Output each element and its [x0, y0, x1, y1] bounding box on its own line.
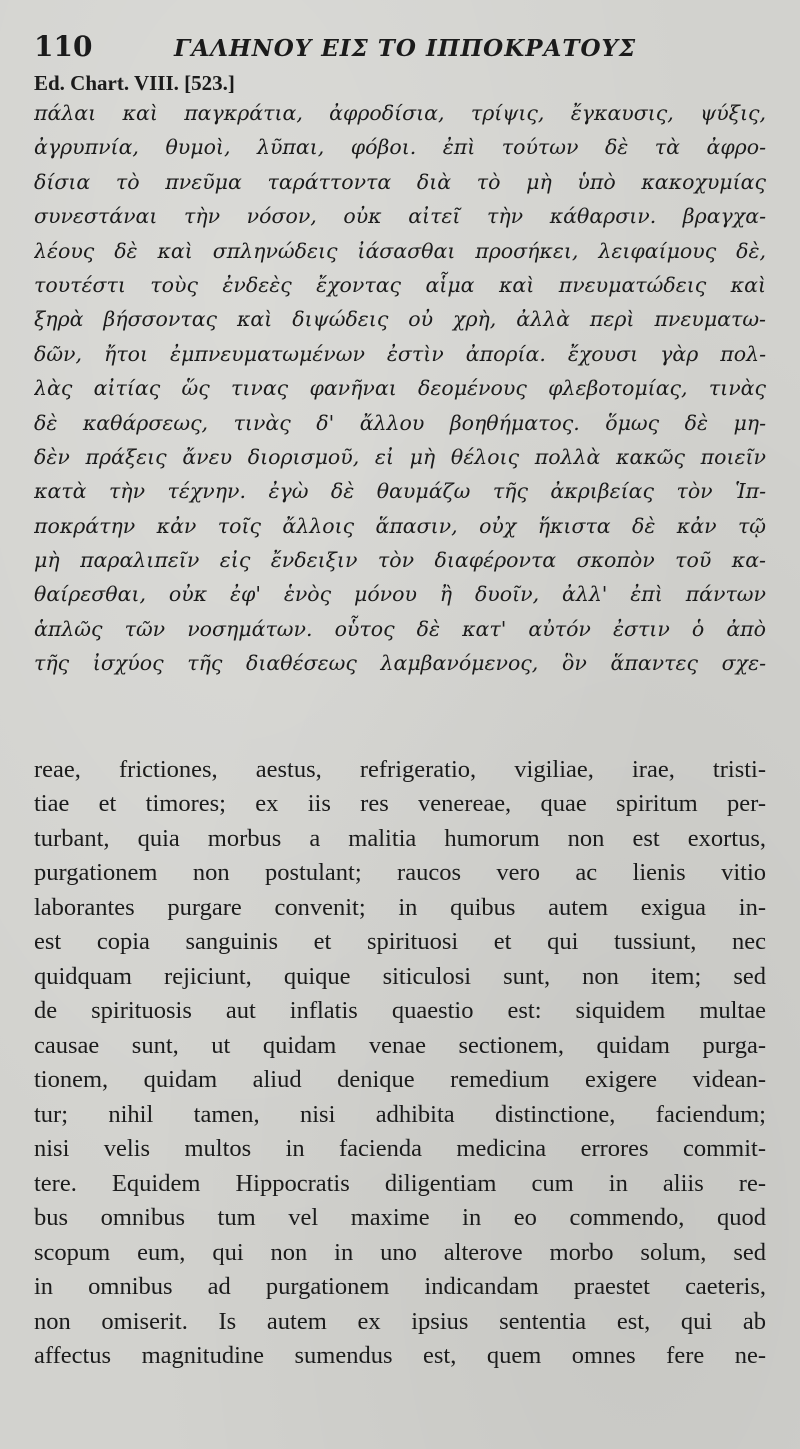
greek-line: ποκράτην κἀν τοῖς ἄλλοις ἅπασιν, οὐχ ἥκιστα δὲ κἀν τῷ [34, 513, 766, 538]
running-title: ΓΑΛΗΝΟΥ ΕΙΣ ΤΟ ΙΠΠΟΚΡΑΤΟΥΣ [174, 35, 637, 62]
greek-line: τῆς ἰσχύος τῆς διαθέσεως λαμβανόμενος, ὃν ἅπαντες σχε- [34, 651, 766, 676]
latin-line: non omiserit. Is autem ex ipsius sententia est, qui ab [34, 1307, 766, 1335]
latin-line: scopum eum, qui non in uno alterove morbo solum, sed [34, 1238, 766, 1266]
greek-line: κατὰ τὴν τέχνην. ἐγὼ δὲ θαυμάζω τῆς ἀκριβείας τὸν Ἱπ- [34, 479, 766, 504]
latin-line: tiae et timores; ex iis res venereae, quae spiritum per- [34, 790, 766, 818]
latin-line: quidquam rejiciunt, quique siticulosi sunt, non item; sed [34, 962, 766, 990]
greek-line: συνεστάναι τὴν νόσον, οὐκ αἰτεῖ τὴν κάθαρσιν. βραγχα- [34, 204, 766, 229]
greek-line: δὲ καθάρσεως, τινὰς δ' ἄλλου βοηθήματος. ὅμως δὲ μη- [34, 410, 766, 435]
latin-line: tur; nihil tamen, nisi adhibita distinctione, faciendum; [34, 1100, 766, 1128]
greek-line: ξηρὰ βήσσοντας καὶ διψώδεις οὐ χρὴ, ἀλλὰ περὶ πνευματω- [34, 307, 766, 332]
greek-line: θαίρεσθαι, οὐκ ἐφ' ἑνὸς μόνου ἢ δυοῖν, ἀλλ' ἐπὶ πάντων [34, 582, 766, 607]
edition-reference: Ed. Chart. VIII. [523.] [34, 71, 235, 95]
latin-line: purgationem non postulant; raucos vero ac lienis vitio [34, 859, 766, 887]
greek-line: δίσια τὸ πνεῦμα ταράττοντα διὰ τὸ μὴ ὑπὸ κακοχυμίας [34, 169, 766, 194]
column-gap [34, 681, 766, 753]
greek-line: δὲν πράξεις ἄνευ διορισμοῦ, εἰ μὴ θέλοις πολλὰ κακῶς ποιεῖν [34, 444, 766, 469]
latin-line: nisi velis multos in facienda medicina errores commit- [34, 1135, 766, 1163]
greek-line: πάλαι καὶ παγκράτια, ἀφροδίσια, τρίψις, ἔγκαυσις, ψύξις, [34, 101, 766, 125]
latin-line: de spirituosis aut inflatis quaestio est: siquidem multae [34, 997, 766, 1025]
page-header [34, 30, 766, 70]
greek-line: λέους δὲ καὶ σπληνώδεις ἰάσασθαι προσήκει, λειφαίμους δὲ, [34, 238, 766, 263]
latin-line: bus omnibus tum vel maxime in eo commendo, quod [34, 1204, 766, 1232]
greek-line: λὰς αἰτίας ὥς τινας φανῆναι δεομένους φλεβοτομίας, τινὰς [34, 376, 766, 401]
latin-line: tere. Equidem Hippocratis diligentiam cum in aliis re- [34, 1169, 766, 1197]
latin-line: reae, frictiones, aestus, refrigeratio, vigiliae, irae, tristi- [34, 755, 766, 783]
greek-line: τουτέστι τοὺς ἐνδεὲς ἔχοντας αἷμα καὶ πνευματώδεις καὶ [34, 272, 766, 297]
latin-line: laborantes purgare convenit; in quibus autem exigua in- [34, 893, 766, 921]
latin-line: turbant, quia morbus a malitia humorum non est exortus, [34, 824, 766, 852]
latin-line: est copia sanguinis et spirituosi et qui tussiunt, nec [34, 928, 766, 956]
page-number: 110 [34, 30, 93, 63]
greek-line: δῶν, ἤτοι ἐμπνευματωμένων ἐστὶν ἀπορία. ἔχουσι γὰρ πολ- [34, 341, 766, 366]
greek-line: μὴ παραλιπεῖν εἰς ἔνδειξιν τὸν διαφέροντα σκοπὸν τοῦ κα- [34, 548, 766, 573]
greek-line: ἀγρυπνία, θυμοὶ, λῦπαι, φόβοι. ἐπὶ τούτων δὲ τὰ ἀφρο- [34, 135, 766, 160]
greek-line: ἁπλῶς τῶν νοσημάτων. οὗτος δὲ κατ' αὐτόν ἐστιν ὁ ἀπὸ [34, 616, 766, 641]
latin-line: affectus magnitudine sumendus est, quem omnes fere ne- [34, 1342, 766, 1370]
latin-text-block [34, 753, 766, 1374]
latin-line: causae sunt, ut quidam venae sectionem, quidam purga- [34, 1031, 766, 1059]
latin-line: tionem, quidam aliud denique remedium exigere videan- [34, 1066, 766, 1094]
greek-text-block [34, 96, 766, 681]
latin-line: in omnibus ad purgationem indicandam praestet caeteris, [34, 1273, 766, 1301]
